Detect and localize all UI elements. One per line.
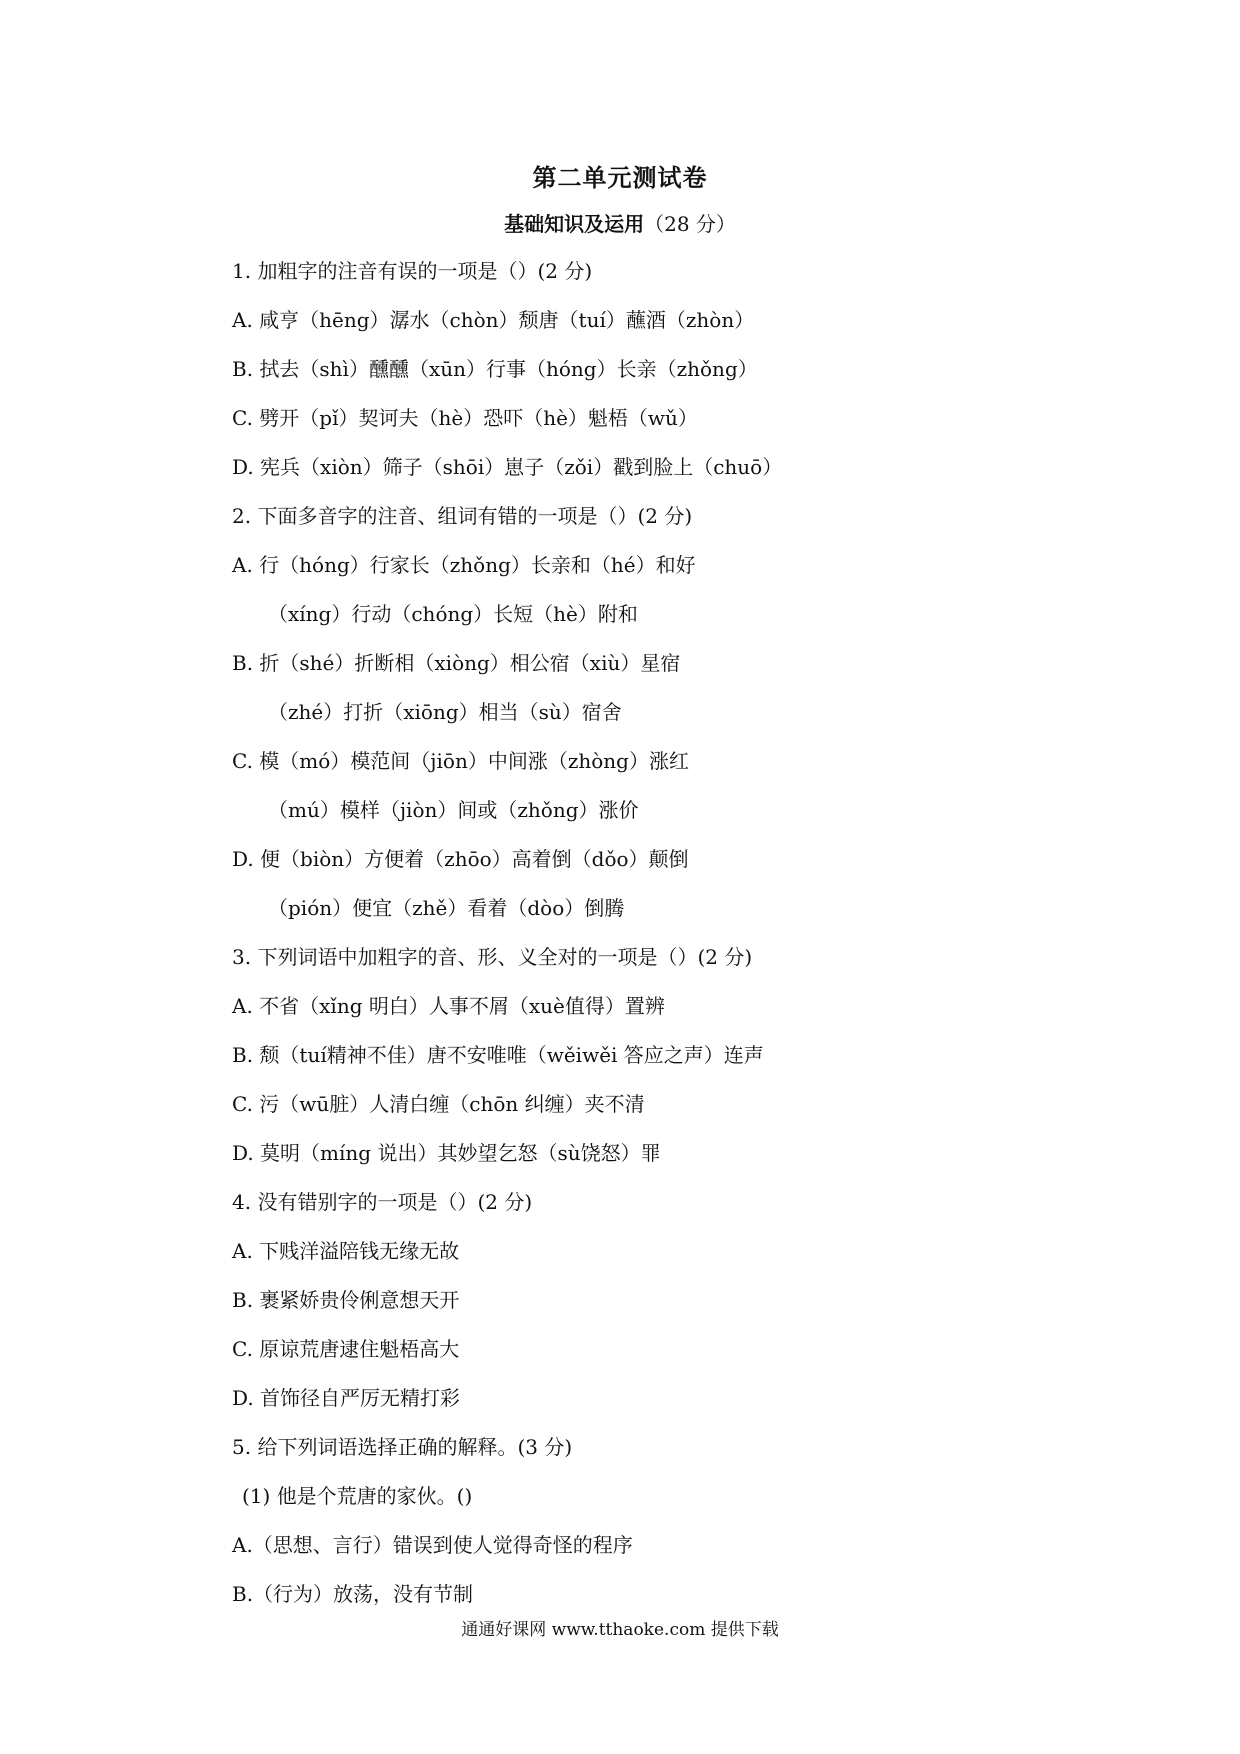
question-2-option-a-cont: （xíng）行动（chóng）长短（hè）附和 [268,602,638,626]
question-4-stem: 4. 没有错别字的一项是（）(2 分) [232,1190,533,1214]
question-2-option-a: A. 行（hóng）行家长（zhǒng）长亲和（hé）和好 [232,553,696,577]
question-4-option-c: C. 原谅荒唐逮住魁梧高大 [232,1337,460,1361]
question-2-option-d-cont: （pión）便宜（zhě）看着（dòo）倒腾 [268,896,625,920]
question-5-sub-1: (1) 他是个荒唐的家伙。() [242,1484,473,1508]
question-3-option-d: D. 莫明（míng 说出）其妙望乞怒（sù饶怒）罪 [232,1141,661,1165]
question-2-option-b: B. 折（shé）折断相（xiòng）相公宿（xiù）星宿 [232,651,681,675]
question-2-option-c: C. 模（mó）模范间（jiōn）中间涨（zhòng）涨红 [232,749,689,773]
section-points: （28 分） [644,212,736,236]
question-5-option-b: B.（行为）放荡，没有节制 [232,1582,474,1606]
question-4-option-b: B. 裹紧娇贵伶俐意想天开 [232,1288,460,1312]
footer-source: 通通好课网 www.tthaoke.com 提供下载 [461,1620,779,1640]
question-4-option-d: D. 首饰径自严厉无精打彩 [232,1386,461,1410]
question-3-option-c: C. 污（wū脏）人清白缠（chōn 纠缠）夹不清 [232,1092,645,1116]
question-5-option-a: A.（思想、言行）错误到使人觉得奇怪的程序 [232,1533,633,1557]
question-1-stem: 1. 加粗字的注音有误的一项是（）(2 分) [232,259,593,283]
question-1-option-b: B. 拭去（shì）醺醺（xūn）行事（hóng）长亲（zhǒng） [232,357,758,381]
question-1-option-d: D. 宪兵（xiòn）筛子（shōi）崽子（zǒi）戳到脸上（chuō） [232,455,783,479]
question-4-option-a: A. 下贱洋溢陪钱无缘无故 [232,1239,460,1263]
question-3-option-a: A. 不省（xǐng 明白）人事不屑（xuè值得）置辨 [232,994,665,1018]
question-list [232,256,1132,1628]
question-5-stem: 5. 给下列词语选择正确的解释。(3 分) [232,1435,573,1459]
question-2-option-c-cont: （mú）模样（jiòn）间或（zhǒng）涨价 [268,798,639,822]
question-2-option-d: D. 便（biòn）方便着（zhōo）高着倒（dǒo）颠倒 [232,847,689,871]
question-3-stem: 3. 下列词语中加粗字的音、形、义全对的一项是（）(2 分) [232,945,753,969]
section-heading [0,208,1240,237]
section-label: 基础知识及运用 [504,212,645,236]
question-1-option-c: C. 劈开（pǐ）契诃夫（hè）恐吓（hè）魁梧（wǔ） [232,406,698,430]
question-3-option-b: B. 颓（tuí精神不佳）唐不安唯唯（wěiwěi 答应之声）连声 [232,1043,764,1067]
question-2-stem: 2. 下面多音字的注音、组词有错的一项是（）(2 分) [232,504,693,528]
question-1-option-a: A. 咸亨（hēng）潺水（chòn）颓唐（tuí）蘸酒（zhòn） [232,308,755,332]
question-2-option-b-cont: （zhé）打折（xiōng）相当（sù）宿舍 [268,700,622,724]
page-title: 第二单元测试卷 [532,163,708,192]
